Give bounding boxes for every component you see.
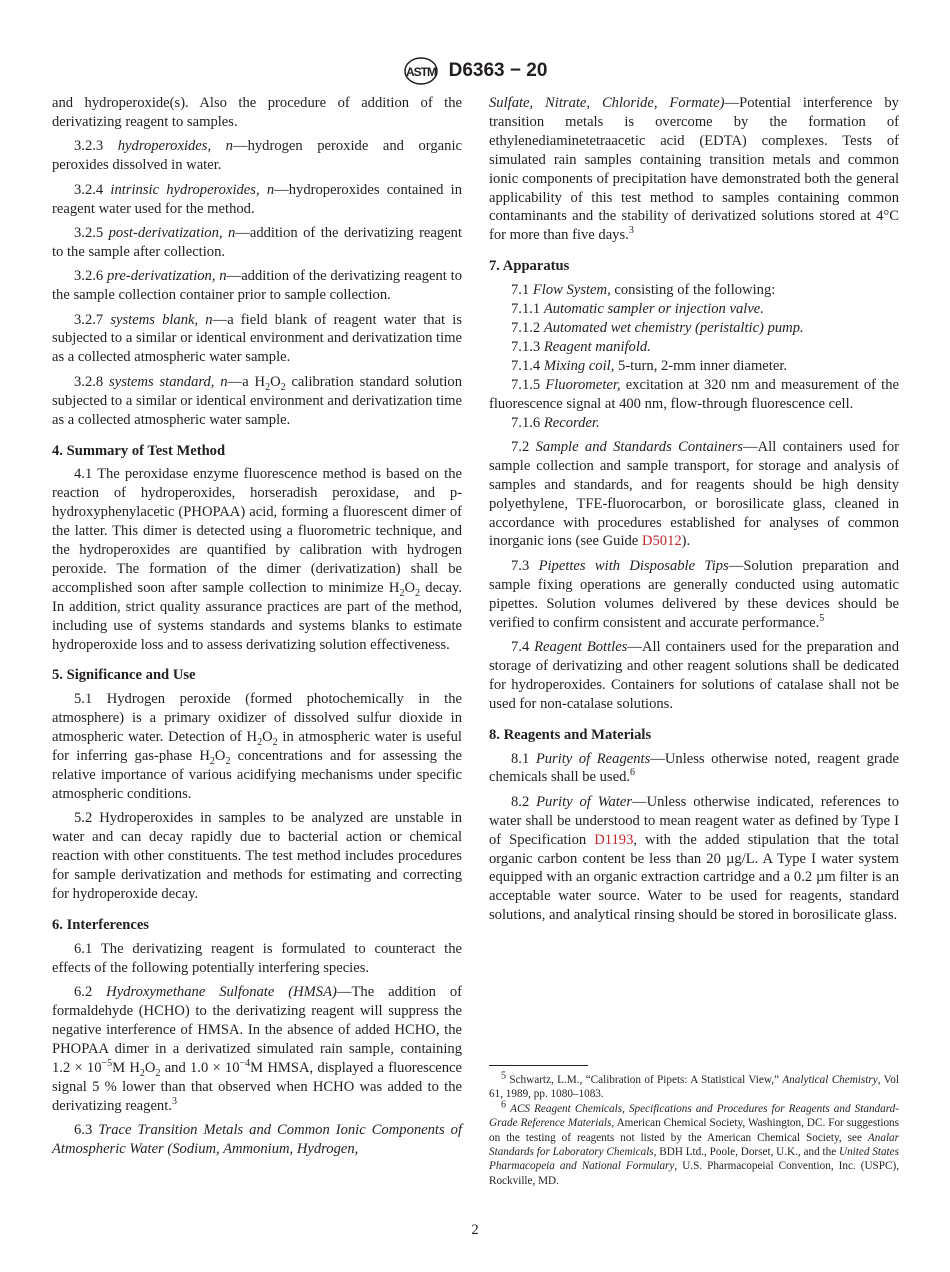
paragraph	[52, 311, 462, 368]
text-run: 5.1 Hydrogen peroxide (formed photochemically in the atmosphere) is a primary oxidizer of dissolved sulfur dioxide in atmospheric water. Detection of H	[52, 691, 462, 746]
italic-term: Recorder.	[543, 414, 600, 431]
italic-term: Hydroxymethane Sulfonate (HMSA)	[106, 984, 337, 1001]
subscript: 2	[257, 737, 263, 749]
svg-text:ASTM: ASTM	[405, 65, 436, 79]
paragraph	[52, 809, 462, 904]
text-run: —hydroperoxides contained in reagent water used for the method.	[52, 181, 462, 217]
footnote	[489, 1070, 899, 1102]
text-run: and hydroperoxide(s). Also the procedure of addition of the derivatizing reagent to samples.	[52, 95, 462, 130]
text-run: —Unless otherwise indicated, references to water shall be understood to mean reagent water as defined by Type I of Specification	[489, 793, 900, 848]
footnote	[489, 1099, 900, 1188]
standard-reference-link[interactable]: D1193	[594, 831, 634, 848]
paragraph	[52, 267, 462, 305]
text-run: O	[214, 748, 226, 765]
text-run: excitation at 320 nm and measurement of the fluorescence signal at 400 nm, flow-through fluorescence cell.	[489, 376, 899, 412]
text-run: 3.2.8	[74, 373, 110, 390]
astm-logo-icon	[403, 56, 439, 86]
paragraph	[52, 137, 462, 175]
text-run: M HMSA, displayed a fluorescence signal 5 % lower than that observed when HCHO was added to the derivatizing reagent.	[52, 1059, 462, 1114]
paragraph	[52, 465, 462, 654]
text-run: , Vol 61, 1989, pp. 1080–1083.	[489, 1074, 899, 1101]
paragraph	[52, 690, 462, 803]
text-run: —a H	[227, 373, 266, 390]
subscript: 2	[280, 381, 286, 393]
text-run: 7.1.4	[511, 357, 544, 374]
subscript: 2	[139, 1067, 145, 1079]
italic-term: systems blank, n	[110, 311, 213, 328]
superscript: −4	[239, 1057, 251, 1069]
text-run: M H	[112, 1059, 140, 1076]
subscript: 2	[272, 737, 278, 749]
superscript: 6	[630, 767, 636, 779]
subscript: 2	[414, 587, 420, 599]
text-run: —Unless otherwise noted, reagent grade chemicals shall be used.	[489, 750, 899, 786]
text-run: 7.1.1	[511, 301, 544, 318]
section-heading	[489, 726, 899, 745]
superscript: −5	[101, 1057, 113, 1069]
text-run: 6. Interferences	[52, 916, 149, 933]
section-heading	[52, 916, 462, 935]
paragraph	[489, 438, 899, 551]
italic-term: Analytical Chemistry	[782, 1074, 878, 1086]
subscript: 2	[209, 756, 215, 767]
section-heading	[52, 442, 462, 461]
page-header	[0, 56, 950, 86]
paragraph	[489, 414, 899, 433]
superscript: 3	[171, 1095, 177, 1107]
text-run: 7.2	[511, 438, 536, 455]
text-run: concentrations and for assessing the relative importance of various acidifying mechanisms under specific atmospheric conditions.	[52, 748, 462, 802]
paragraph	[52, 983, 462, 1115]
text-run: 7.1.2	[511, 319, 544, 336]
superscript: 3	[628, 225, 634, 237]
subscript: 2	[155, 1067, 161, 1079]
paragraph	[489, 319, 899, 338]
text-run: , American Chemical Society, Washington, DC. For suggestions on the testing of reagents not listed by the American Chemical Society, see	[489, 1117, 899, 1144]
section-heading	[52, 666, 462, 685]
italic-term: Sulfate, Nitrate, Chloride, Formate)	[489, 95, 725, 111]
text-run: 5-turn, 2-mm inner diameter.	[614, 357, 788, 374]
text-run: 7.1.3	[511, 338, 544, 355]
paragraph	[52, 181, 462, 219]
footnotes	[489, 1070, 900, 1188]
text-run: 8. Reagents and Materials	[489, 726, 652, 743]
paragraph	[52, 940, 462, 978]
text-run: in atmospheric water is useful for inferring gas-phase H	[52, 729, 462, 765]
italic-term: hydroperoxides, n	[117, 138, 233, 155]
italic-term: Reagent Bottles	[534, 638, 628, 655]
text-run: —All containers used for the preparation and storage of derivatizing and other reagent solutions shall be dedicated for hydroperoxides. Containers for solutions of catalase shall not be used for non-catalase solutions.	[489, 638, 899, 712]
text-run: —All containers used for sample collection and sample transport, for storage and analysis of samples and standards, and for reagents should be high density polyethylene, TFE-fluorocarbon, or borosilicate glass, cleaned in accordance with procedures established for analyses of common inorganic ions (see Guide	[489, 438, 900, 550]
text-run: 8.1	[511, 750, 536, 767]
text-run: 6.2	[74, 984, 107, 1001]
italic-term: Flow System,	[532, 282, 611, 299]
text-run: 7.1	[511, 282, 533, 299]
subscript: 2	[265, 381, 271, 393]
text-run: O	[144, 1059, 156, 1076]
text-run: 7. Apparatus	[489, 258, 570, 275]
paragraph	[52, 373, 462, 430]
italic-term: Purity of Reagents	[535, 750, 651, 767]
paragraph	[489, 557, 899, 633]
italic-term: pre-derivatization, n	[107, 268, 227, 285]
paragraph	[489, 638, 899, 714]
italic-term: systems standard, n	[109, 373, 228, 390]
italic-term: Purity of Water	[536, 793, 633, 810]
paragraph	[489, 94, 899, 245]
text-run: 3.2.4	[74, 181, 111, 198]
text-run: 3.2.3	[74, 138, 118, 155]
standard-reference-link[interactable]: D5012	[641, 533, 682, 550]
text-run: 7.1.5	[511, 376, 546, 393]
text-run: —hydrogen peroxide and organic peroxides dissolved in water.	[52, 138, 462, 174]
paragraph	[489, 793, 899, 925]
italic-term: Analar Standards for Laboratory Chemicals	[489, 1131, 899, 1159]
italic-term: Pipettes with Disposable Tips	[538, 557, 729, 574]
text-run: decay. In addition, strict quality assurance practices are part of the method, including use of systems standards and systems blanks to estimate hydroperoxide loss and to assess derivatizing solution effectiveness.	[52, 579, 462, 653]
text-run: 5. Significance and Use	[52, 667, 196, 684]
text-run: —addition of the derivatizing reagent to the sample collection container prior to sample collection.	[52, 268, 463, 304]
subscript: 2	[399, 587, 405, 599]
superscript: 5	[501, 1070, 506, 1082]
text-run: 6.3	[74, 1121, 99, 1138]
text-run: 7.3	[511, 557, 539, 574]
italic-term: Fluorometer,	[545, 376, 621, 393]
text-run: 4. Summary of Test Method	[52, 442, 226, 459]
text-run: —Potential interference by transition metals is overcome by the formation of ethylenediaminetetraacetic acid (EDTA) complexes. Tests of simulated rain samples containing transition metals and common ionic components of precipitation have demonstrated both the general applicability of this test method to samples containing common contaminants and the stability of derivatized solutions stored at 4°C for more than five days.	[489, 95, 899, 244]
italic-term: Reagent manifold.	[543, 338, 651, 355]
text-run: 6.1 The derivatizing reagent is formulated to counteract the effects of the following potentially interfering species.	[52, 940, 462, 976]
text-run: O	[262, 729, 273, 746]
text-run: and 1.0 × 10	[160, 1059, 240, 1076]
page-number: 2	[471, 1222, 479, 1238]
footnote-divider	[489, 1065, 588, 1066]
text-run: O	[404, 579, 415, 596]
text-run: 8.2	[511, 793, 537, 810]
text-run: 4.1 The peroxidase enzyme fluorescence method is based on the reaction of hydroperoxides, horseradish peroxidase, and p-hydroxyphenylacetic (PHOPAA) acid, forming a fluorescent dimer of the latter. This dimer is detected using a fluorometric technique, and the hydroperoxides are quantified by calibration with hydrogen peroxide. The formation of the dimer (derivatization) shall be accomplished soon after sample collection to minimize H	[52, 466, 462, 596]
paragraph	[489, 357, 899, 376]
text-run: , BDH Ltd., Poole, Dorset, U.K., and the	[653, 1146, 839, 1159]
paragraph	[489, 338, 899, 357]
text-run: 7.1.6	[511, 414, 544, 431]
document-id: D6363 − 20	[448, 60, 548, 81]
text-run: 3.2.5	[74, 224, 109, 241]
text-run: O	[270, 373, 281, 390]
superscript: 5	[819, 612, 825, 624]
right-column	[489, 94, 899, 931]
paragraph	[489, 750, 899, 788]
italic-term: post-derivatization, n	[108, 224, 236, 241]
left-column	[52, 94, 462, 1164]
paragraph	[489, 300, 899, 319]
italic-term: Sample and Standards Containers	[535, 438, 743, 455]
text-run: calibration standard solution subjected to a similar or identical environment and derivatization time as a collected atmospheric water sample.	[52, 373, 462, 428]
italic-term: United States Pharmacopeia and National Formulary	[489, 1146, 899, 1173]
paragraph	[489, 376, 899, 414]
text-run: —The addition of formaldehyde (HCHO) to the derivatizing reagent will suppress the negative interference of HMSA. In the absence of added HCHO, the PHOPAA dimer in a derivatized simulated rain sample, containing 1.2 × 10	[52, 984, 462, 1076]
paragraph	[52, 224, 462, 262]
text-run: , U.S. Pharmacopeial Convention, Inc. (USPC), Rockville, MD.	[489, 1160, 899, 1187]
text-run: ).	[681, 533, 691, 550]
text-run: consisting of the following:	[610, 282, 776, 299]
text-run: 5.2 Hydroperoxides in samples to be analyzed are unstable in water and can decay rapidly due to bacterial action or chemical reaction with other constituents. The test method includes procedures for sample derivatization and methods for estimating and correcting for hydroperoxide decay.	[52, 810, 462, 902]
text-run: 7.4	[511, 638, 535, 655]
italic-term: Trace Transition Metals and Common Ionic Components of Atmospheric Water (Sodium, Ammonium, Hydrogen,	[52, 1121, 463, 1157]
italic-term: Automatic sampler or injection valve.	[543, 301, 764, 318]
superscript: 6	[501, 1099, 506, 1111]
italic-term: ACS Reagent Chemicals, Specifications and Procedures for Reagents and Standard-Grade Reference Materials	[489, 1102, 900, 1130]
text-run: —a field blank of reagent water that is subjected to a similar or identical environment and derivatization time as a collected atmospheric water sample.	[52, 311, 462, 366]
paragraph	[52, 1121, 462, 1159]
text-run: 3.2.6	[74, 268, 107, 285]
subscript: 2	[225, 756, 231, 767]
text-run: Schwartz, L.M., “Calibration of Pipets: A Statistical View,”	[506, 1074, 783, 1086]
text-run: —addition of the derivatizing reagent to the sample after collection.	[52, 224, 463, 260]
italic-term: Mixing coil,	[543, 357, 615, 374]
paragraph	[489, 281, 899, 300]
paragraph	[52, 94, 462, 132]
text-run: —Solution preparation and sample fixing operations are generally conducted using automatic pipettes. Solution volumes delivered by these devices should be verified to confirm consistent and accurate performance.	[489, 557, 899, 631]
italic-term: intrinsic hydroperoxides, n	[110, 181, 275, 198]
text-run: 3.2.7	[74, 311, 111, 328]
text-run: , with the added stipulation that the total organic carbon content be less than 20 µg/L. A Type I water system equipped with an organic extraction cartridge and a 0.2 µm filter is an acceptable water source. Water to be used for reagents, standard solutions, and analytical rinsing should be stored in borosilicate glass.	[489, 831, 900, 924]
section-heading	[489, 257, 899, 276]
italic-term: Automated wet chemistry (peristaltic) pump.	[543, 319, 804, 336]
